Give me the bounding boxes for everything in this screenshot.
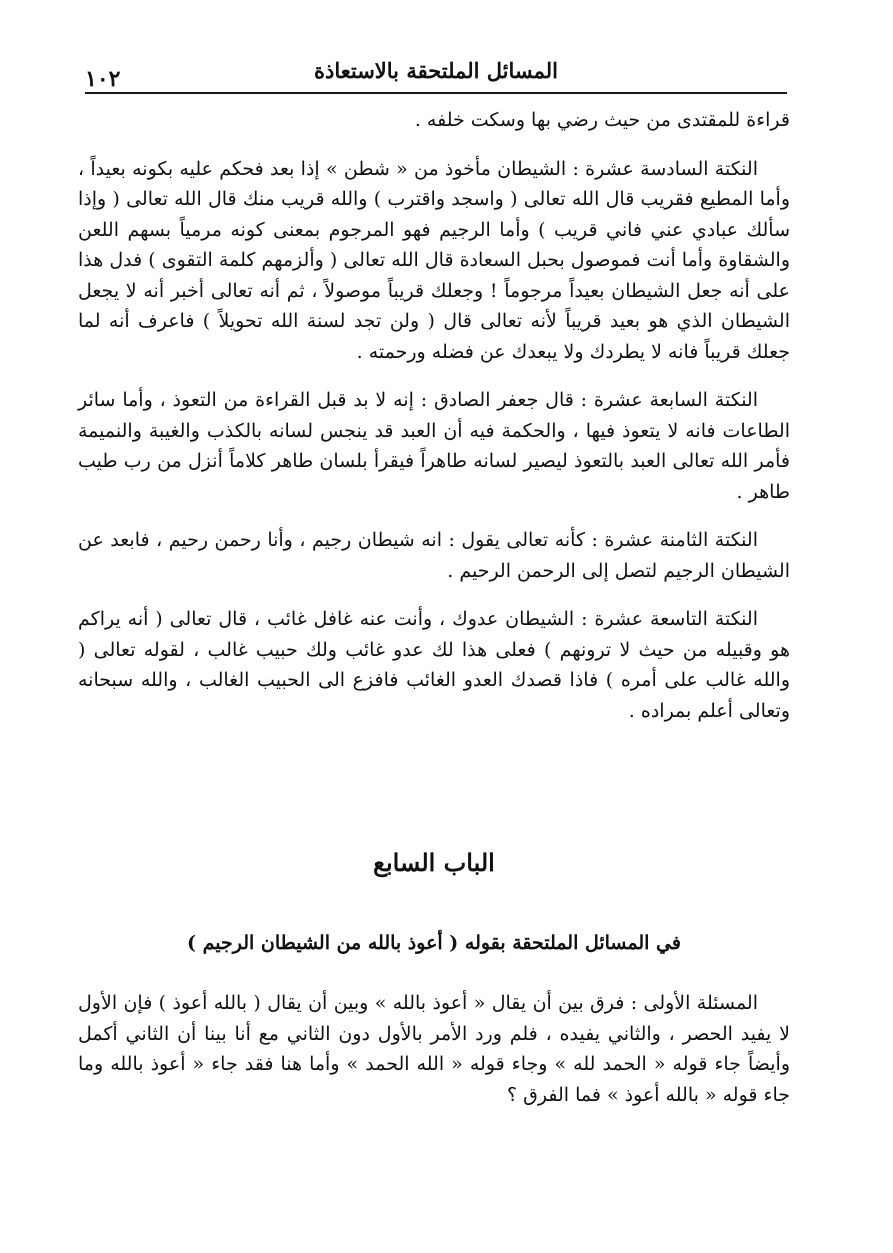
paragraph: النكتة التاسعة عشرة : الشيطان عدوك ، وأنت عنه غافل غائب ، قال تعالى ( أنه يراكم هو وقبيله من حيث لا ترونهم ) فعلى هذا لك عدو غائب ولك حبيب غالب ، لقوله تعالى ( والله غالب على أمره ) فاذا قصدك العدو الغائب فافزع الى الحبيب الغالب ، والله سبحانه وتعالى أعلم بمراده . [78,608,790,722]
paragraph: النكتة الثامنة عشرة : كأنه تعالى يقول : انه شيطان رجيم ، وأنا رحمن رحيم ، فابعد عن الشيطان الرجيم لتصل إلى الرحمن الرحيم . [78,529,790,582]
chapter-subtitle: في المسائل الملتحقة بقوله ( أعوذ بالله من الشيطان الرجيم ) [187,932,681,954]
running-header [85,52,787,94]
body-text [78,105,790,726]
chapter-title: الباب السابع [373,848,495,877]
paragraph: المسئلة الأولى : فرق بين أن يقال « أعوذ بالله » وبين أن يقال ( بالله أعوذ ) فإن الأول لا يفيد الحصر ، والثاني يفيده ، فلم ورد الأمر بالأول دون الثاني مع أنا بينا أن الثاني أكمل وأيضاً جاء قوله « الحمد لله » وجاء قوله « الله الحمد » وأما هنا فقد جاء « أعوذ بالله وما جاء قوله « بالله أعوذ » فما الفرق ؟ [78,992,790,1106]
section-text [78,988,790,1110]
paragraph: النكتة السابعة عشرة : قال جعفر الصادق : إنه لا بد قبل القراءة من التعوذ ، وأما سائر الطاعات فانه لا يتعوذ فيها ، والحكمة فيه أن العبد قد ينجس لسانه بالكذب والغيبة والنميمة فأمر الله تعالى العبد بالتعوذ ليصير لسانه طاهراً فيقرأ بلسان طاهر كلاماً أنزل من رب طيب طاهر . [78,389,790,503]
running-title: المسائل الملتحقة بالاستعاذة [313,58,558,83]
paragraph: النكتة السادسة عشرة : الشيطان مأخوذ من « شطن » إذا بعد فحكم عليه بكونه بعيداً ، وأما المطيع فقريب قال الله تعالى ( واسجد واقترب ) والله قريب منك قال الله تعالى ( وإذا سألك عبادي عني فاني قريب ) وأما الرجيم فهو المرجوم بمعنى كونه مرمياً بسهم اللعن والشقاوة وأما أنت فموصول بحبل السعادة قال الله تعالى ( وألزمهم كلمة التقوى ) فدل هذا على أنه جعل الشيطان بعيداً مرجوماً ! وجعلك قريباً موصولاً ، ثم أنه تعالى أخبر أنه لا يجعل الشيطان الذي هو بعيد قريباً لأنه تعالى قال ( ولن تجد لسنة الله تحويلاً ) فاعرف أنه لما جعلك قريباً فانه لا يطردك ولا يبعدك عن فضله ورحمته . [78,157,790,363]
page-number: ١٠٢ [85,66,121,92]
paragraph: قراءة للمقتدى من حيث رضي بها وسكت خلفه . [414,109,790,131]
